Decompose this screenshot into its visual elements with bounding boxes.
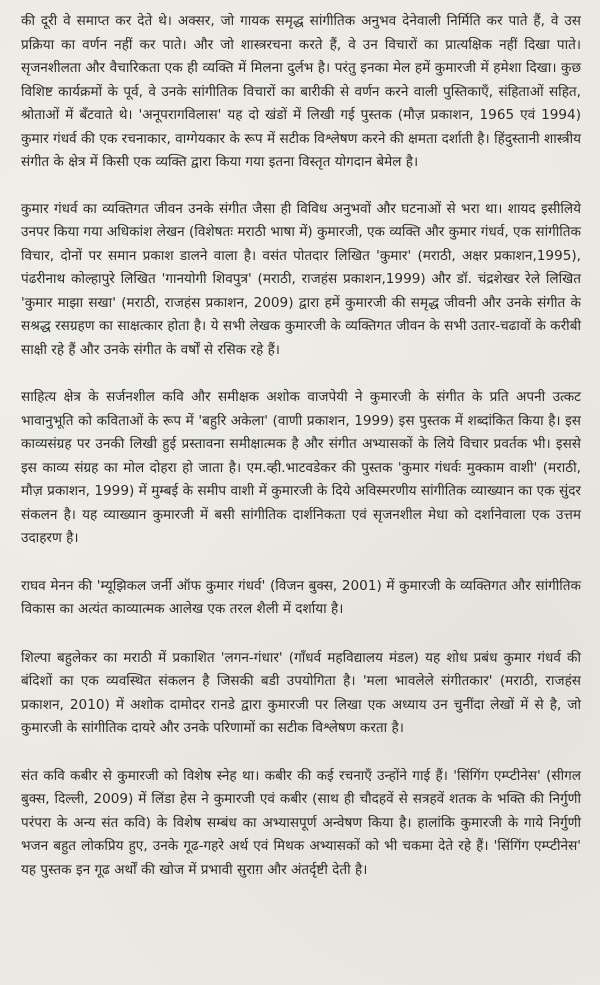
paragraph-personal-life-books: कुमार गंधर्व का व्यक्तिगत जीवन उनके संगीत जैसा ही विविध अनुभवों और घटनाओं से भरा था। शायद इसीलिये उनपर किया गया अधिकांश लेखन (विशेषतः मराठी भाषा में) कुमारजी, एक व्यक्ति और कुमार गंधर्व, एक सांगीतिक विचार, दोनों पर समान प्रकाश डालने वाला है। वसंत पोतदार लिखित 'कुमार' (मराठी, अक्षर प्रकाशन,1995), पंढरीनाथ कोल्हापुरे लिखित 'गानयोगी शिवपुत्र' (मराठी, राजहंस प्रकाशन,1999) और डॉ. चंद्रशेखर रेले लिखित 'कुमार माझा सखा' (मराठी, राजहंस प्रकाशन, 2009) द्वारा हमें कुमारजी की समृद्ध जीवनी और उनके संगीत के सश्रद्ध रसग्रहण का साक्षत्कार होता है। ये सभी लेखक कुमारजी के व्यक्तिगत जीवन के सभी उतार-चढावों के करीबी साक्षी रहे हैं और उनके संगीत के वर्षों से रसिक रहे हैं। <box>21 200 581 358</box>
paragraph-continuation: की दूरी वे समाप्त कर देते थे। अक्सर, जो गायक समृद्ध सांगीतिक अनुभव देनेवाली निर्मिति कर पाते हैं, वे उस प्रक्रिया का वर्णन नहीं कर पाते। और जो शास्त्ररचना करते हैं, वे उन विचारों का प्रात्यक्षिक नहीं दिखा पाते। सृजनशीलता और वैचारिकता एक ही व्यक्ति में मिलना दुर्लभ है। परंतु इनका मेल हमें कुमारजी में हमेशा दिखा। कुछ विशिष्ट कार्यक्रमों के पूर्व, वे उनके सांगीतिक विचारों का बारीकी से वर्णन करने वाली पुस्तिकाएँ, संहिताओं सहित, श्रोताओं में बँटवाते थे। 'अनूपरागविलास' यह दो खंडों में लिखी गई पुस्तक (मौज़ प्रकाशन, 1965 एवं 1994) कुमार गंधर्व की एक रचनाकार, वाग्गेयकार के रूप में सटीक विश्लेषण करने की क्षमता दर्शाती है। हिंदुस्तानी शास्त्रीय संगीत के क्षेत्र में किसी एक व्यक्ति द्वारा किया गया इतना विस्तृत योगदान बेमेल है। <box>21 13 581 170</box>
paragraph-bandish-collection: शिल्पा बहुलेकर का मराठी में प्रकाशित 'लगन-गंधार' (गाँधर्व महविद्यालय मंडल) यह शोध प्रबंध कुमार गंधर्व की बंदिशों का एक व्यवस्थित संकलन है जिसकी बडी उपयोगिता है। 'मला भावलेले संगीतकार' (मराठी, राजहंस प्रकाशन, 2010) में अशोक दामोदर रानडे द्वारा कुमारजी पर लिखा एक अध्याय उन चुनींदा लेखों में से है, जो कुमारजी के सांगीतिक दायरे और उनके परिणामों का सटीक विश्लेषण करता है। <box>21 649 581 736</box>
paragraph-musical-journey: राघव मेनन की 'म्यूझिकल जर्नी ऑफ कुमार गंधर्व' (विजन बुक्स, 2001) में कुमारजी के व्यक्तिगत और सांगीतिक विकास का अत्यंत काव्यात्मक आलेख एक तरल शैली में दर्शाया है। <box>21 577 581 617</box>
paragraph-literary-tributes: साहित्य क्षेत्र के सर्जनशील कवि और समीक्षक अशोक वाजपेयी ने कुमारजी के संगीत के प्रति अपनी उत्कट भावानुभूति को कविताओं के रूप में 'बहुरि अकेला' (वाणी प्रकाशन, 1999) इस पुस्तक में शब्दांकित किया है। इस काव्यसंग्रह पर उनकी लिखी हुई प्रस्तावना समीक्षात्मक है और संगीत अभ्यासकों के लिये विचार प्रवर्तक भी। इससे इस काव्य संग्रह का मोल दोहरा हो जाता है। एम.व्ही.भाटवडेकर की पुस्तक 'कुमार गंधर्वः मुक्काम वाशी' (मराठी, मौज़ प्रकाशन, 1999) में मुम्बई के समीप वाशी में कुमारजी के दिये अविस्मरणीय सांगीतिक व्याख्यान का एक सुंदर संकलन है। यह व्याख्यान कुमारजी में बसी सांगीतिक दार्शनिकता एवं सृजनशील मेधा को दर्शानेवाला एक उत्तम उदाहरण है। <box>21 389 581 546</box>
paragraph-kabir: संत कवि कबीर से कुमारजी को विशेष स्नेह था। कबीर की कई रचनाएँ उन्होंने गाई हैं। 'सिंगिंग एम्प्टीनेस' (सीगल बुक्स, दिल्ली, 2009) में लिंडा हेस ने कुमारजी एवं कबीर (साथ ही चौदहवें से सत्रहवें शतक के भक्ति की निर्गुणी परंपरा के अन्य संत कवि) के विशेष सम्बंध का अभ्यासपूर्ण अन्वेषण किया है। हालांकि कुमारजी के गाये निर्गुणी भजन बहुत लोकप्रिय हुए, उनके गूढ-गहरे अर्थ एवं मिथक अभ्यासकों को भी चकमा देते रहे हैं। 'सिंगिंग एम्प्टीनेस' यह पुस्तक इन गूढ अर्थों की खोज में प्रभावी सुराग़ और अंतर्दृष्टी देती है। <box>21 767 581 878</box>
